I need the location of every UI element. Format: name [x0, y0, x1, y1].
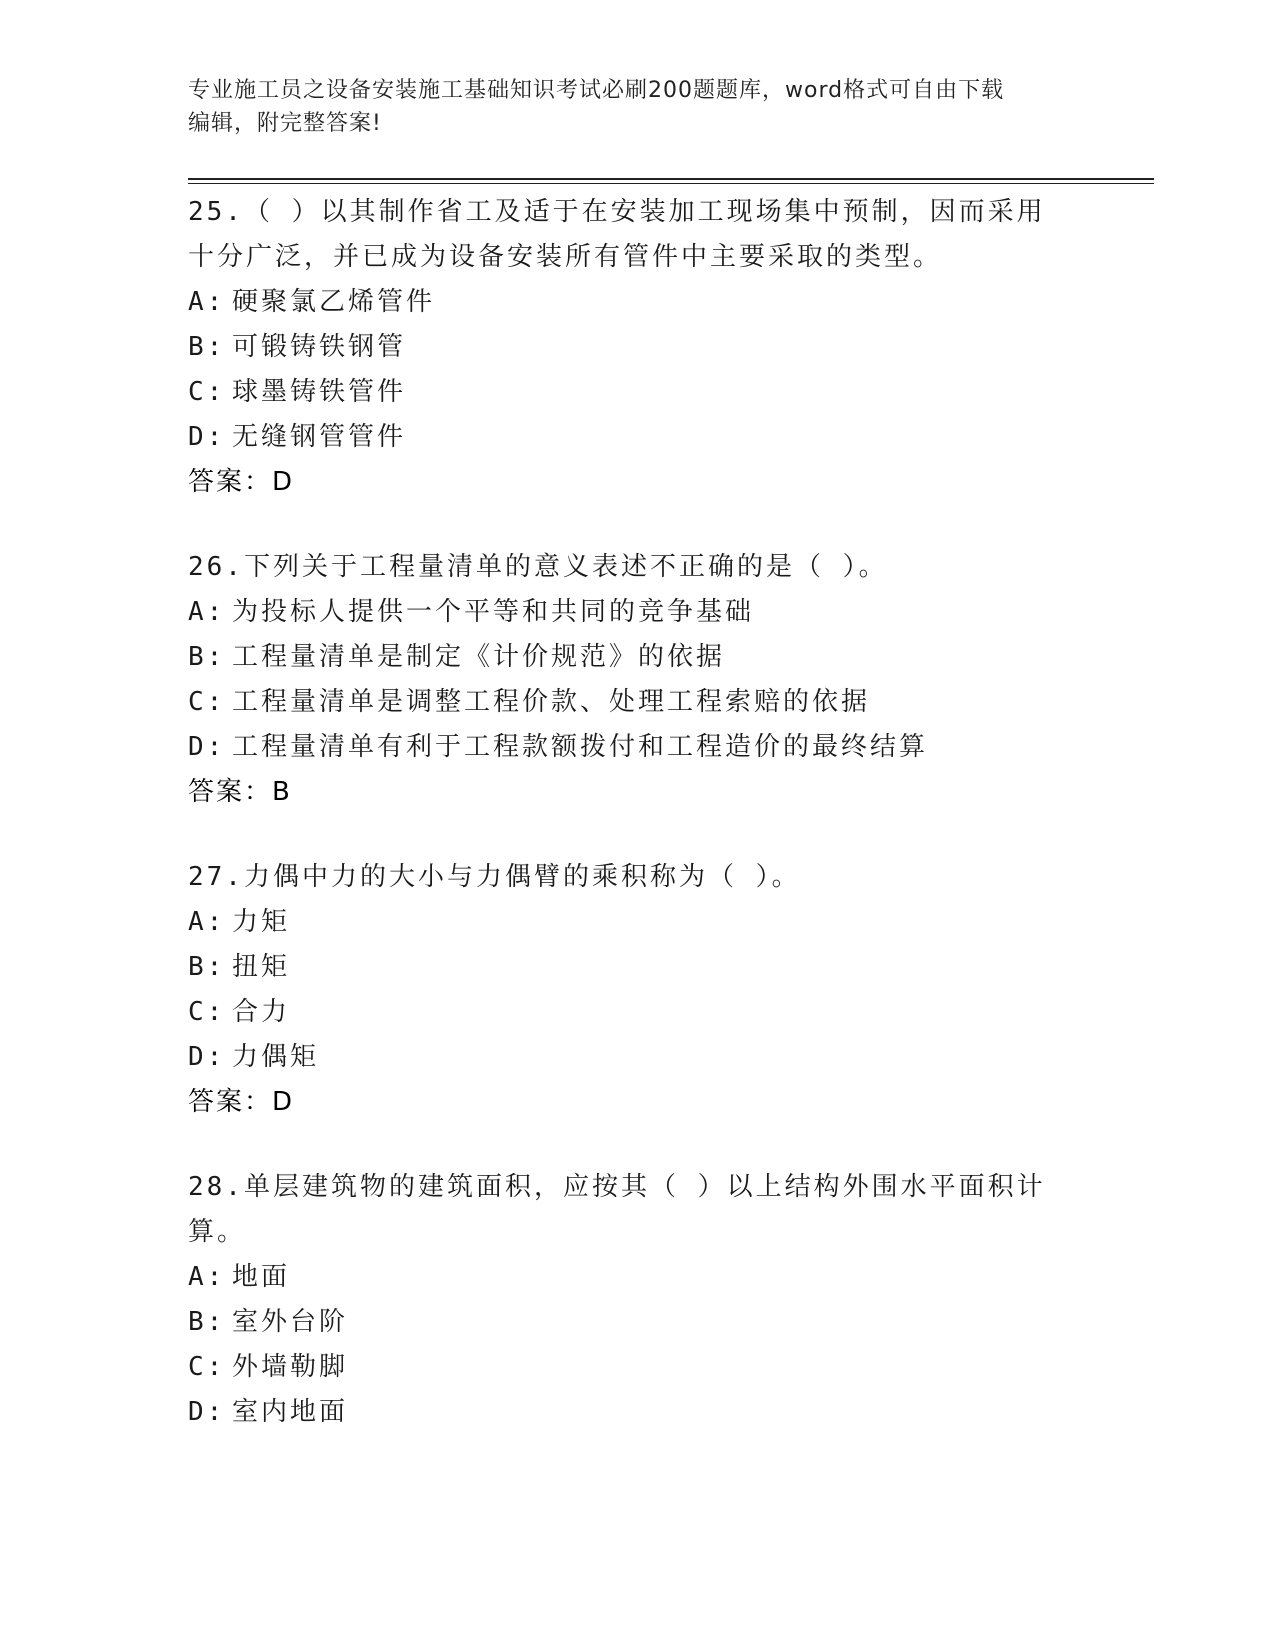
question-stem: 27.力偶中力的大小与力偶臂的乘积称为（ ）。 [188, 862, 801, 892]
question-28 [188, 1165, 1068, 1435]
option-key: C: [188, 687, 226, 717]
option-text: 力矩 [232, 907, 291, 937]
option-c [188, 680, 1068, 725]
option-text: 球墨铸铁管件 [232, 377, 407, 407]
option-text: 外墙勒脚 [232, 1352, 349, 1382]
option-b [188, 1300, 1068, 1345]
option-c [188, 370, 1068, 415]
question-stem: 26.下列关于工程量清单的意义表述不正确的是（ ）。 [188, 552, 888, 582]
option-text: 硬聚氯乙烯管件 [232, 287, 436, 317]
option-text: 地面 [232, 1262, 291, 1292]
option-text: 合力 [232, 997, 291, 1027]
option-text: 室内地面 [232, 1397, 349, 1427]
option-b [188, 325, 1068, 370]
option-key: C: [188, 1352, 226, 1382]
question-25 [188, 190, 1068, 505]
option-text: 力偶矩 [232, 1042, 320, 1072]
option-key: C: [188, 377, 226, 407]
option-key: D: [188, 1397, 226, 1427]
option-key: B: [188, 332, 226, 362]
answer-line: 答案：B [188, 777, 292, 807]
option-key: A: [188, 597, 226, 627]
option-text: 工程量清单是制定《计价规范》的依据 [232, 642, 726, 672]
header-line-2: 编辑，附完整答案! [188, 111, 382, 136]
question-stem: 28.单层建筑物的建筑面积，应按其（ ）以上结构外围水平面积计算。 [188, 1172, 1046, 1247]
option-key: A: [188, 287, 226, 317]
option-a [188, 280, 1068, 325]
option-text: 无缝钢管管件 [232, 422, 407, 452]
option-key: A: [188, 1262, 226, 1292]
option-key: A: [188, 907, 226, 937]
option-text: 扭矩 [232, 952, 291, 982]
answer-line: 答案：D [188, 1087, 295, 1117]
option-text: 为投标人提供一个平等和共同的竞争基础 [232, 597, 755, 627]
option-key: B: [188, 1307, 226, 1337]
option-d [188, 1035, 1068, 1080]
answer-line: 答案：D [188, 467, 295, 497]
question-stem: 25.（ ）以其制作省工及适于在安装加工现场集中预制，因而采用十分广泛，并已成为设备安装所有管件中主要采取的类型。 [188, 197, 1046, 272]
option-d [188, 1390, 1068, 1435]
option-b [188, 635, 1068, 680]
question-26 [188, 545, 1068, 815]
option-key: D: [188, 422, 226, 452]
header-divider [188, 178, 1154, 184]
option-a [188, 900, 1068, 945]
option-key: D: [188, 1042, 226, 1072]
header-line-1: 专业施工员之设备安装施工基础知识考试必刷200题题库，word格式可自由下载 [188, 78, 1005, 103]
question-list [188, 190, 1068, 1475]
option-c [188, 1345, 1068, 1390]
option-a [188, 1255, 1068, 1300]
option-text: 工程量清单是调整工程价款、处理工程索赔的依据 [232, 687, 871, 717]
option-c [188, 990, 1068, 1035]
document-header [188, 74, 1068, 140]
option-key: D: [188, 732, 226, 762]
option-text: 工程量清单有利于工程款额拨付和工程造价的最终结算 [232, 732, 929, 762]
option-d [188, 415, 1068, 460]
option-text: 可锻铸铁钢管 [232, 332, 407, 362]
option-d [188, 725, 1068, 770]
option-key: C: [188, 997, 226, 1027]
question-27 [188, 855, 1068, 1125]
option-key: B: [188, 952, 226, 982]
option-a [188, 590, 1068, 635]
option-key: B: [188, 642, 226, 672]
option-text: 室外台阶 [232, 1307, 349, 1337]
option-b [188, 945, 1068, 990]
